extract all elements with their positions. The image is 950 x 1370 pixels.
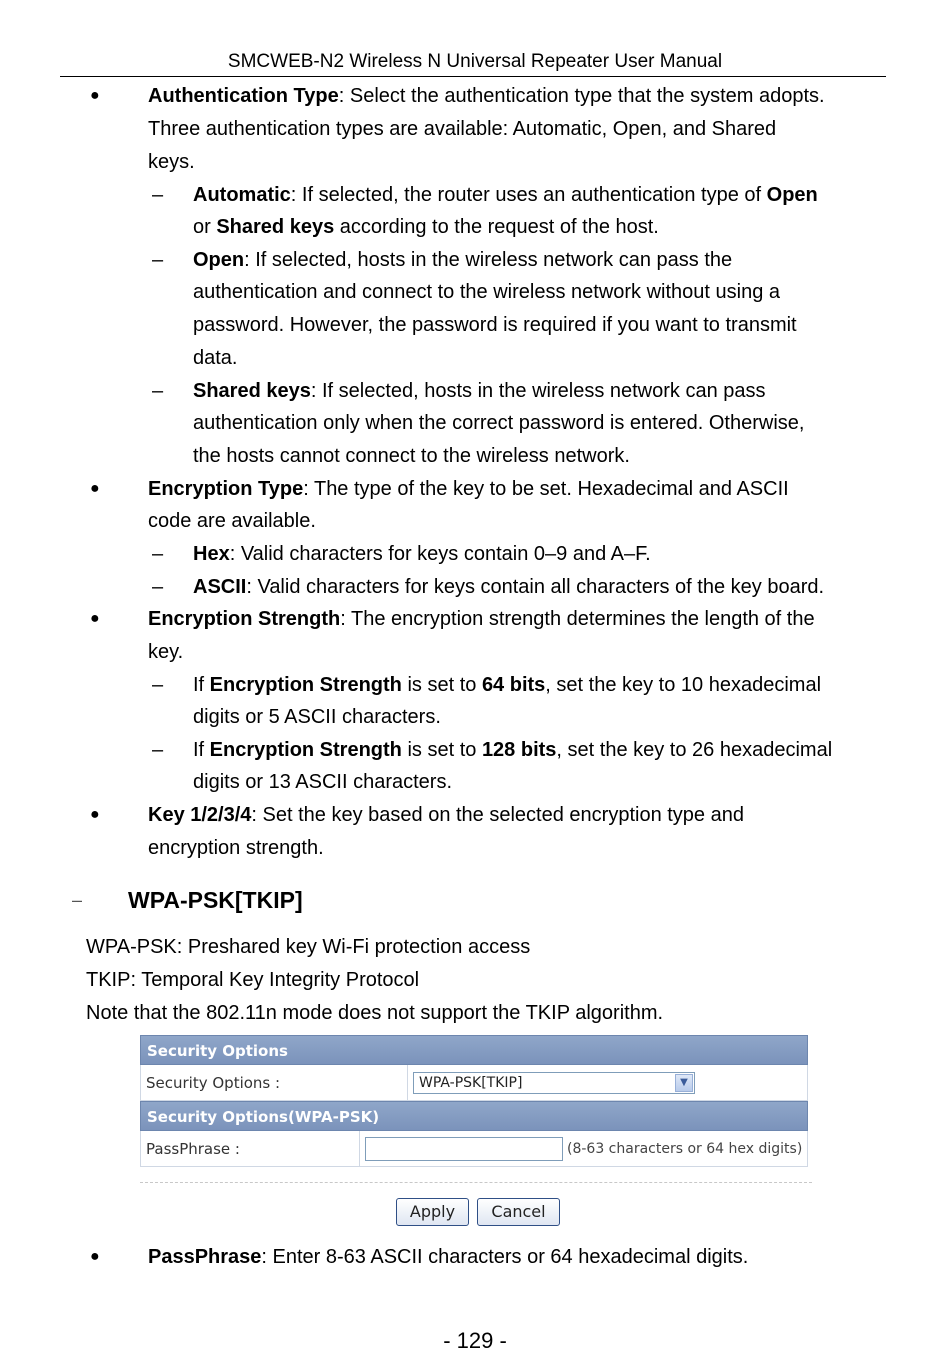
security-options-value: WPA-PSK[TKIP] bbox=[419, 1075, 523, 1091]
section-line3: Note that the 802.11n mode does not support the TKIP algorithm. bbox=[86, 1002, 664, 1024]
passphrase-item: PassPhrase: Enter 8-63 ASCII characters or 64 hexadecimal digits. bbox=[148, 1246, 749, 1268]
open-line3: password. However, the password is required if you want to transmit bbox=[193, 314, 797, 336]
dash-icon: – bbox=[152, 249, 164, 271]
dash-icon: – bbox=[152, 380, 164, 402]
strength-64-line2: digits or 5 ASCII characters. bbox=[193, 706, 441, 728]
passphrase-hint: (8-63 characters or 64 hex digits) bbox=[567, 1141, 803, 1157]
header-rule bbox=[60, 76, 886, 77]
section-line2: TKIP: Temporal Key Integrity Protocol bbox=[86, 969, 420, 991]
passphrase-row bbox=[140, 1131, 808, 1167]
passphrase-label: PassPhrase : bbox=[146, 1140, 240, 1158]
security-options-header: Security Options bbox=[140, 1035, 808, 1065]
cancel-button[interactable]: Cancel bbox=[477, 1198, 560, 1226]
hex-line: Hex: Valid characters for keys contain 0–9 and A–F. bbox=[193, 543, 651, 565]
strength-128-line2: digits or 13 ASCII characters. bbox=[193, 771, 453, 793]
page-number: - 129 - bbox=[443, 1328, 507, 1353]
key-line2: encryption strength. bbox=[148, 837, 324, 859]
automatic-line2: or Shared keys according to the request of the host. bbox=[193, 216, 659, 238]
dash-icon: – bbox=[152, 576, 164, 598]
ascii-line: ASCII: Valid characters for keys contain all characters of the key board. bbox=[193, 576, 825, 598]
strength-128-line1: If Encryption Strength is set to 128 bits, set the key to 26 hexadecimal bbox=[193, 739, 833, 761]
automatic-line1: Automatic: If selected, the router uses an authentication type of Open bbox=[193, 184, 818, 206]
wpa-psk-header: Security Options(WPA-PSK) bbox=[140, 1101, 808, 1131]
dash-icon: – bbox=[152, 739, 164, 761]
enc-type-line1: Encryption Type: The type of the key to be set. Hexadecimal and ASCII bbox=[148, 478, 789, 500]
bullet-icon: ● bbox=[90, 806, 100, 823]
page-header: SMCWEB-N2 Wireless N Universal Repeater User Manual bbox=[227, 51, 723, 72]
enc-strength-line1: Encryption Strength: The encryption strength determines the length of the bbox=[148, 608, 815, 630]
auth-type-line2: Three authentication types are available: Automatic, Open, and Shared bbox=[148, 118, 777, 140]
row-divider bbox=[407, 1065, 408, 1100]
bullet-icon: ● bbox=[90, 87, 100, 104]
shared-line2: authentication only when the correct password is entered. Otherwise, bbox=[193, 412, 805, 434]
shared-line1: Shared keys: If selected, hosts in the wireless network can pass bbox=[193, 380, 766, 402]
bullet-icon: ● bbox=[90, 1248, 100, 1265]
enc-type-line2: code are available. bbox=[148, 510, 316, 532]
security-options-panel bbox=[140, 1035, 808, 1221]
security-options-label: Security Options : bbox=[146, 1074, 281, 1092]
auth-type-line3: keys. bbox=[148, 151, 195, 173]
row-divider bbox=[359, 1131, 360, 1166]
section-line1: WPA-PSK: Preshared key Wi-Fi protection access bbox=[86, 936, 531, 958]
dash-icon: – bbox=[152, 543, 164, 565]
open-line2: authentication and connect to the wireless network without using a bbox=[193, 281, 781, 303]
enc-strength-line2: key. bbox=[148, 641, 184, 663]
dash-icon: – bbox=[152, 674, 164, 696]
key-line1: Key 1/2/3/4: Set the key based on the selected encryption type and bbox=[148, 804, 744, 826]
dash-icon: – bbox=[152, 184, 164, 206]
auth-type-line1: Authentication Type: Select the authentication type that the system adopts. bbox=[148, 85, 825, 107]
dotted-separator bbox=[140, 1182, 812, 1183]
chevron-down-icon[interactable]: ▼ bbox=[675, 1074, 693, 1092]
security-options-select[interactable] bbox=[413, 1072, 695, 1094]
passphrase-input[interactable] bbox=[365, 1137, 563, 1161]
strength-64-line1: If Encryption Strength is set to 64 bits, set the key to 10 hexadecimal bbox=[193, 674, 822, 696]
security-options-row bbox=[140, 1065, 808, 1101]
apply-button[interactable]: Apply bbox=[396, 1198, 469, 1226]
bullet-icon: ● bbox=[90, 480, 100, 497]
open-line1: Open: If selected, hosts in the wireless network can pass the bbox=[193, 249, 733, 271]
section-title: WPA-PSK[TKIP] bbox=[128, 887, 303, 913]
open-line4: data. bbox=[193, 347, 238, 369]
section-dash: – bbox=[72, 890, 83, 910]
bullet-icon: ● bbox=[90, 610, 100, 627]
shared-line3: the hosts cannot connect to the wireless network. bbox=[193, 445, 630, 467]
